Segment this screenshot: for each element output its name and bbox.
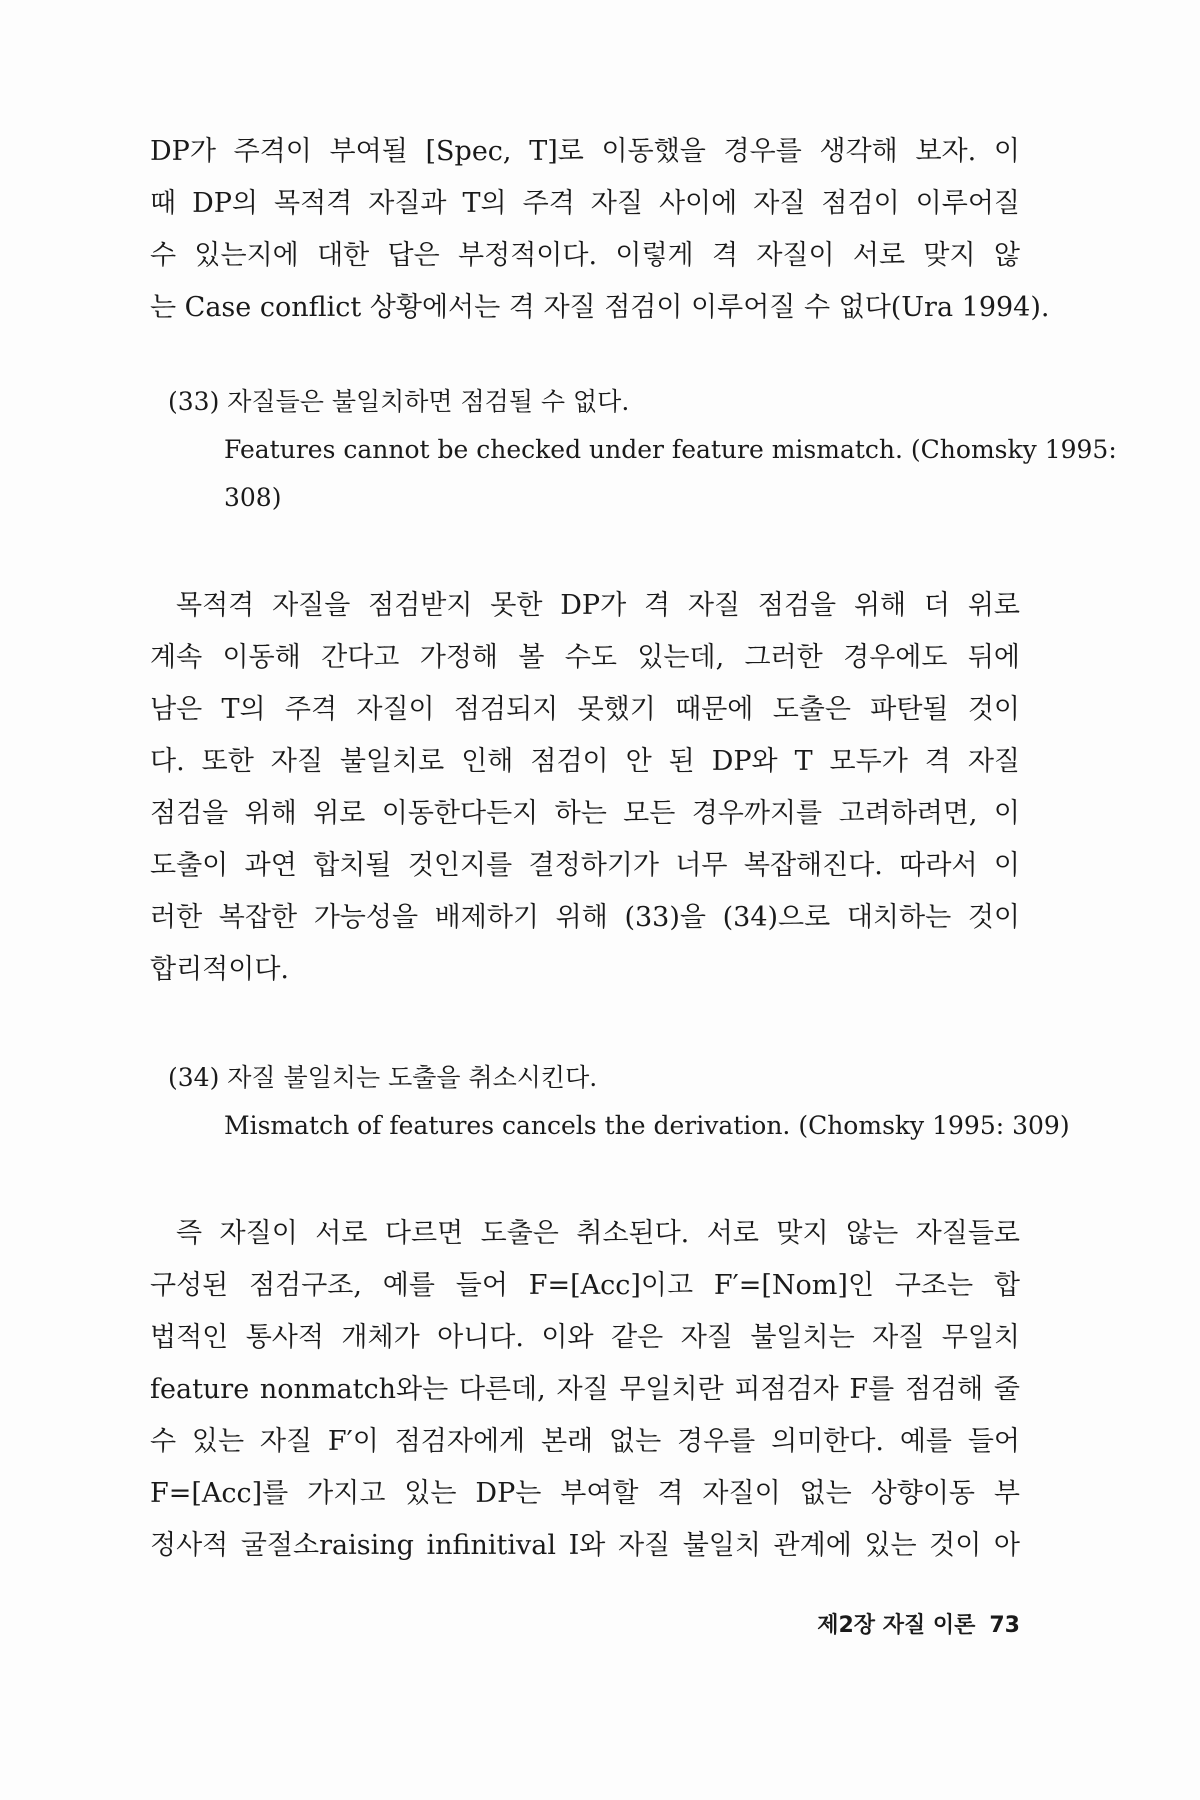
paragraph-line: 점검을 위해 위로 이동한다든지 하는 모든 경우까지를 고려하려면, 이 [150,798,1020,829]
example-33-korean: 자질들은 불일치하면 점검될 수 없다. [227,387,630,416]
paragraph-line: 남은 T의 주격 자질이 점검되지 못했기 때문에 도출은 파탄될 것이 [150,694,1020,725]
example-33 [168,378,1117,522]
paragraph-line: 수 있는지에 대한 답은 부정적이다. 이렇게 격 자질이 서로 맞지 않 [150,240,1020,271]
page-body [150,126,1117,1572]
paragraph-line: 수 있는 자질 F′이 점검자에게 본래 없는 경우를 의미한다. 예를 들어 [150,1426,1020,1457]
example-34-english: Mismatch of features cancels the derivation. (Chomsky 1995: 309) [224,1111,1070,1140]
paragraph-line: 합리적이다. [150,954,289,985]
example-34-korean-line [168,1054,1020,1102]
example-34-number: (34) [168,1063,220,1092]
paragraph-line: 도출이 과연 합치될 것인지를 결정하기가 너무 복잡해진다. 따라서 이 [150,850,1020,881]
paragraph-line: F=[Acc]를 가지고 있는 DP는 부여할 격 자질이 없는 상향이동 부 [150,1478,1020,1509]
paragraph-line: 법적인 통사적 개체가 아니다. 이와 같은 자질 불일치는 자질 무일치 [150,1322,1020,1353]
paragraph-line: 때 DP의 목적격 자질과 T의 주격 자질 사이에 자질 점검이 이루어질 [150,188,1020,219]
paragraph-line: 목적격 자질을 점검받지 못한 DP가 격 자질 점검을 위해 더 위로 [176,590,1020,621]
page-footer [150,1608,1020,1639]
example-33-korean-line [168,378,1020,426]
chapter-title: 제2장 자질 이론 [817,1613,976,1638]
paragraph-3 [150,1208,1020,1572]
example-34-korean: 자질 불일치는 도출을 취소시킨다. [227,1063,598,1092]
paragraph-line: 는 Case conflict 상황에서는 격 자질 점검이 이루어질 수 없다(Ura 1994). [150,292,1050,323]
paragraph-line: 정사적 굴절소raising infinitival I와 자질 불일치 관계에 있는 것이 아 [150,1530,1020,1561]
paragraph-line: 계속 이동해 간다고 가정해 볼 수도 있는데, 그러한 경우에도 뒤에 [150,642,1020,673]
paragraph-line: 러한 복잡한 가능성을 배제하기 위해 (33)을 (34)으로 대치하는 것이 [150,902,1020,933]
example-33-number: (33) [168,387,220,416]
example-33-english: Features cannot be checked under feature mismatch. (Chomsky 1995: [224,435,1117,464]
paragraph-line: DP가 주격이 부여될 [Spec, T]로 이동했을 경우를 생각해 보자. 이 [150,136,1020,167]
example-34 [168,1054,1070,1150]
paragraph-line: 다. 또한 자질 불일치로 인해 점검이 안 된 DP와 T 모두가 격 자질 [150,746,1020,777]
page-number: 73 [989,1613,1020,1638]
paragraph-line: feature nonmatch와는 다른데, 자질 무일치란 피점검자 F를 점검해 줄 [150,1374,1020,1405]
paragraph-line: 즉 자질이 서로 다르면 도출은 취소된다. 서로 맞지 않는 자질들로 [176,1218,1020,1249]
paragraph-1 [150,126,1050,334]
example-33-english-cont: 308) [224,483,282,512]
paragraph-line: 구성된 점검구조, 예를 들어 F=[Acc]이고 F′=[Nom]인 구조는 합 [150,1270,1020,1301]
paragraph-2 [150,580,1020,996]
